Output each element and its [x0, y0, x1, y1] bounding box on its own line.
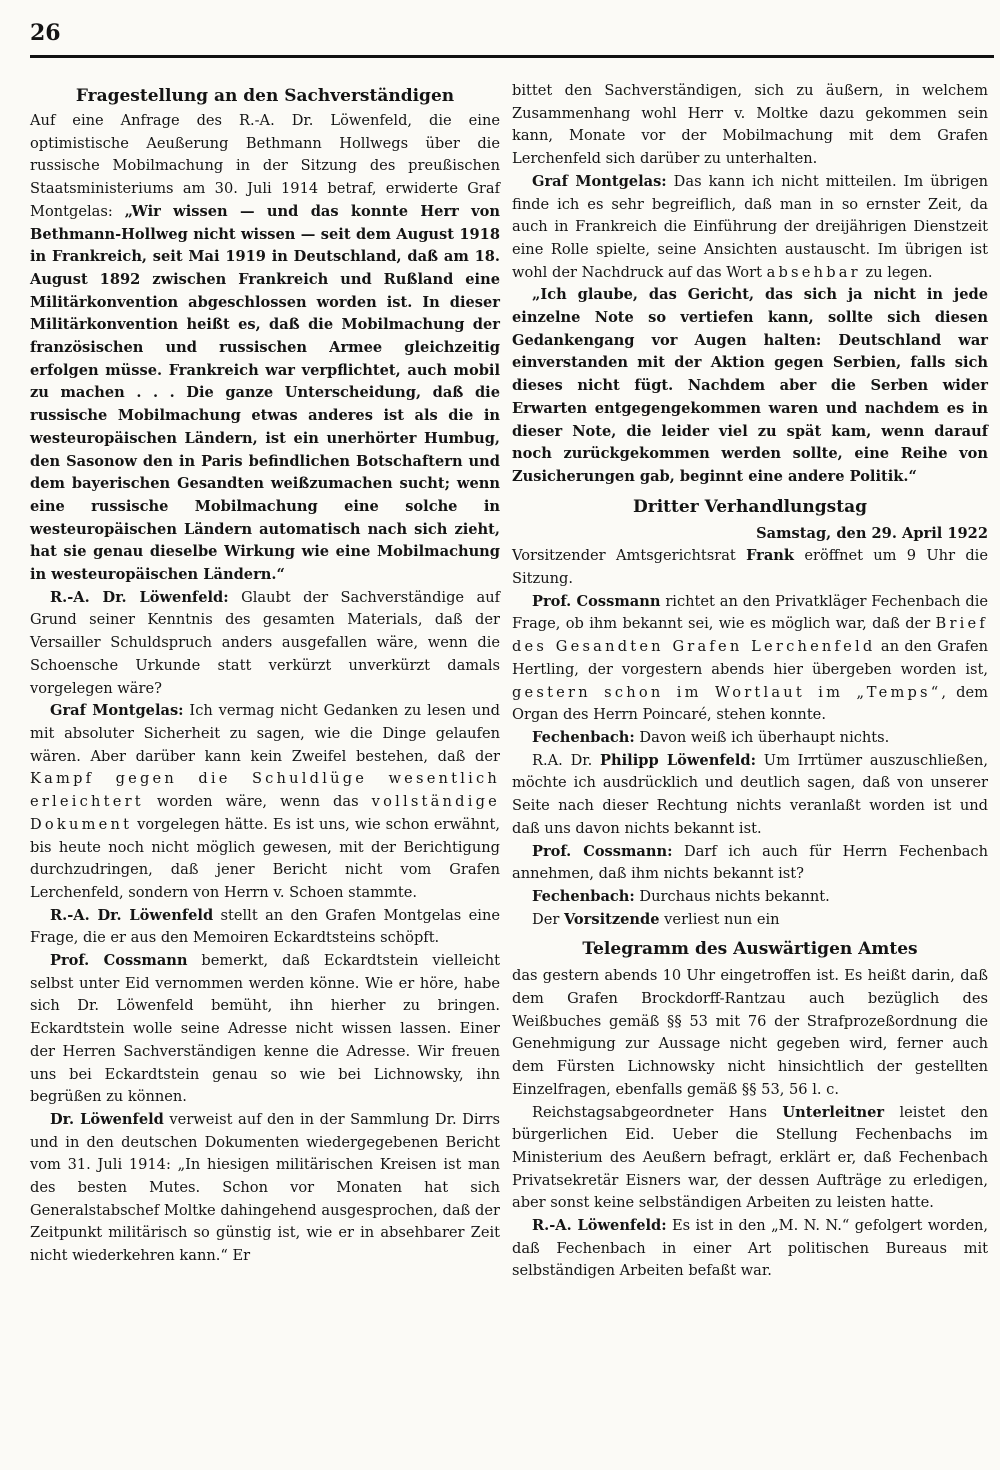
spaced-emphasis: Kampf gegen die Schuldlüge wesentlich erleichtert [30, 770, 500, 811]
speaker-name: Fechenbach: [532, 887, 635, 905]
paragraph-cossmann-frage [512, 591, 988, 727]
paragraph-text: Darf ich auch für Herrn Fechenbach annehmen, daß ihm nichts bekannt ist? [512, 842, 989, 883]
paragraph-text: Um Irrtümer auszuschließen, möchte ich ausdrücklich und deutlich sagen, daß von unserer Seite nach dieser Rechtung nichts veranlaßt worden ist und daß uns davon nichts bekannt ist. [512, 751, 989, 837]
speaker-name: Fechenbach: [532, 728, 635, 746]
spaced-emphasis: absehbar [766, 263, 861, 281]
spaced-emphasis: Brief des Gesandten Grafen Lerchenfeld [512, 615, 988, 656]
paragraph-text: worden wäre, wenn das [143, 793, 372, 811]
paragraph-unterleitner [512, 1102, 988, 1216]
speaker-name: R.-A. Löwenfeld: [532, 1217, 667, 1235]
paragraph-loewenfeld-mnn [512, 1215, 988, 1283]
page-number: 26 [30, 20, 61, 46]
speaker-name: Graf Montgelas: [532, 172, 667, 190]
paragraph-text: zu legen. [860, 263, 933, 281]
speaker-name: Graf Montgelas: [50, 702, 184, 720]
paragraph-text: eröffnet um 9 Uhr die Sitzung. [512, 547, 988, 588]
paragraph-text: Der [532, 910, 564, 928]
paragraph-continuation: bittet den Sachverständigen, sich zu äußern, in welchem Zusammenhang wohl Herr v. Moltke dazu gekommen sein kann, Monate vor der Mobilmachung mit dem Grafen Lerchenfeld sich darüber zu unterhalten. [512, 82, 988, 168]
paragraph-text: Das kann ich nicht mitteilen. Im übrigen finde ich es sehr begreiflich, daß man in so ernster Zeit, da auch in Frankreich die Einführung der dreijährigen Dienstzeit eine Rolle spielte, seine Ansichten austauscht. Im übrigen ist wohl der Nachdruck auf das Wort [512, 172, 988, 281]
paragraph-text: Davon weiß ich überhaupt nichts. [634, 728, 890, 746]
paragraph-text: verweist auf den in der Sammlung Dr. Dirrs und in den deutschen Dokumenten wiedergegebenen Bericht vom 31. Juli 1914: „In hiesigen militärischen Kreisen ist man des besten Mutes. Schon vor Monaten hat sich Generalstabschef Moltke dahingehend ausgesprochen, daß der Zeitpunkt militärisch so günstig ist, wie er in absehbarer Zeit nicht wiederkehren kann.“ Er [30, 1110, 500, 1265]
paragraph-text: Es ist in den „M. N. N.“ gefolgert worden, daß Fechenbach in einer Art politischen Bureaus mit selbständigen Arbeiten befaßt war. [512, 1217, 988, 1280]
paragraph-telegramm: das gestern abends 10 Uhr eingetroffen ist. Es heißt darin, daß dem Grafen Brockdorff-Rantzau auch bezüglich des Weißbuches gemäß §§ 53 mit 76 der Strafprozeßordnung die Genehmigung zur Aussage nicht gegeben wird, ferner auch dem Fürsten Lichnowsky nicht hinsichtlich der gestellten Einzelfragen, ebenfalls gemäß §§ 53, 56 l. c. [512, 967, 988, 1098]
paragraph-text: Durchaus nichts bekannt. [634, 887, 830, 905]
paragraph-fechenbach-1 [512, 727, 988, 750]
paragraph-montgelas-answer [30, 700, 500, 904]
paragraph-text: R.A. Dr. [532, 751, 601, 769]
paragraph-text: verliest nun ein [659, 910, 780, 928]
speaker-name: R.-A. Dr. Löwenfeld: [50, 588, 229, 606]
paragraph-text: , dem Organ des Herrn Poincaré, stehen konnte. [512, 683, 988, 724]
section-heading-telegramm: Telegramm des Auswärtigen Amtes [582, 939, 918, 960]
paragraph-fechenbach-2 [512, 886, 988, 909]
paragraph-anfrage [30, 110, 500, 587]
paragraph-text: Ich vermag nicht Gedanken zu lesen und mit absoluter Sicherheit zu sagen, wie die Dinge gelaufen wären. Aber darüber kann kein Zweifel bestehen, daß der [30, 702, 500, 765]
paragraph-text: richtet an den Privatkläger Fechenbach die Frage, ob ihm bekannt sei, wie es möglich war, daß der [512, 592, 988, 633]
speaker-name: Prof. Cossmann [532, 592, 661, 610]
section-heading-fragestellung: Fragestellung an den Sachverständigen [75, 86, 455, 106]
speaker-name: Prof. Cossmann: [532, 842, 673, 860]
spaced-emphasis: gestern schon im Wortlaut im „Temps“ [512, 683, 942, 701]
name-emphasis: Unterleitner [782, 1103, 885, 1121]
paragraph-montgelas-reply [512, 171, 988, 285]
spaced-emphasis: vollständige Dokument [30, 793, 500, 833]
paragraph-text: Auf eine Anfrage des R.-A. Dr. Löwenfeld, die eine optimistische Aeußerung Bethmann Hollwegs über die russische Mobilmachung in der Sitzung des preußischen Staatsministeriums am 30. Juli 1914 betraf, erwiderte Graf Montgelas: [30, 112, 500, 220]
dateline: Samstag, den 29. April 1922 [756, 524, 988, 542]
speaker-name: Dr. Löwenfeld [50, 1110, 164, 1128]
paragraph-vorsitzende [512, 909, 988, 932]
paragraph-cossmann-2 [512, 841, 988, 886]
paragraph-text: leistet den bürgerlichen Eid. Ueber die Stellung Fechenbachs im Ministerium des Aeußern befragt, erklärt er, daß Fechenbach Privatsekretär Eisners war, der dessen Aufträge zu erledigen, aber sonst keine selbständigen Arbeiten zu leisten hatte. [512, 1103, 989, 1212]
speaker-name: R.-A. Dr. Löwenfeld [50, 906, 214, 924]
section-heading-verhandlungstag: Dritter Verhandlungstag [633, 496, 867, 517]
speaker-name: Philipp Löwenfeld: [600, 751, 757, 769]
right-column [512, 80, 988, 1283]
left-column [30, 84, 500, 1268]
paragraph-text: bemerkt, daß Eckardtstein vielleicht selbst unter Eid vernommen werden könne. Wie er höre, habe sich Dr. Löwenfeld bemüht, ihn hierher zu bringen. Eckardtstein wolle seine Adresse nicht wissen lassen. Einer der Herren Sachverständigen kenne die Adresse. Wir freuen uns bei Eckardtstein genau so wie bei Lichnowsky, ihn begrüßen zu können. [30, 952, 500, 1106]
name-emphasis: Vorsitzende [563, 910, 660, 928]
paragraph-philipp-loewenfeld [512, 750, 988, 841]
montgelas-quote: „Wir wissen — und das konnte Herr von Bethmann-Hollweg nicht wissen — seit dem August 1918 in Frankreich, seit Mai 1919 in Deutschland, daß am 18. August 1892 zwischen Frankreich und Rußland eine Militärkonvention abgeschlossen worden ist. In dieser Militärkonvention heißt es, daß die Mobilmachung der französischen und russischen Armee gleichzeitig erfolgen müsse. Frankreich war verpflichtet, auch mobil zu machen . . . Die ganze Unterscheidung, daß die russische Mobilmachung etwas anderes ist als die in westeuropäischen Ländern, ist ein unerhörter Humbug, den Sasonow den in Paris befindlichen Botschaftern und dem bayerischen Gesandten weißzumachen sucht; wenn eine russische Mobilmachung eine solche in westeuropäischen Ländern automatisch nach sich zieht, hat sie genau dieselbe Wirkung wie eine Mobilmachung in westeuropäischen Ländern.“ [30, 202, 501, 584]
paragraph-loewenfeld-question [30, 587, 500, 701]
speaker-name: Prof. Cossmann [50, 952, 188, 970]
paragraph-text: Glaubt der Sachverständige auf Grund seiner Kenntnis des gesamten Materials, daß der Versailler Schuldspruch anders ausgefallen wäre, wenn die Schoensche Urkunde statt verkürzt unverkürzt damals vorgelegen wäre? [30, 588, 500, 697]
paragraph-cossmann-eckardtstein [30, 950, 500, 1109]
paragraph-text: stellt an den Grafen Montgelas eine Frage, die er aus den Memoiren Eckardtsteins schöpft. [30, 906, 500, 947]
paragraph-loewenfeld-bericht [30, 1109, 500, 1268]
header-rule [30, 55, 994, 58]
paragraph-text: Reichstagsabgeordneter Hans [532, 1103, 783, 1121]
paragraph-eroeffnung [512, 545, 988, 590]
paragraph-text: an den Grafen Hertling, der vorgestern abends hier übergeben worden ist, [512, 638, 989, 678]
name-emphasis: Frank [746, 547, 795, 565]
paragraph-text: Vorsitzender Amtsgerichtsrat [512, 547, 747, 565]
paragraph-text: vorgelegen hätte. Es ist uns, wie schon erwähnt, bis heute noch nicht möglich gewesen, mit der Berichtigung durchzudringen, daß jener Bericht nicht vom Grafen Lerchenfeld, sondern von Herrn v. Schoen stammte. [30, 815, 500, 901]
paragraph-bold-quote: „Ich glaube, das Gericht, das sich ja nicht in jede einzelne Note so vertiefen kann, sollte sich diesen Gedankengang vor Augen halten: Deutschland war einverstanden mit der Aktion gegen Serbien, falls sich dieses nicht fügt. Nachdem aber die Serben wider Erwarten entgegengekommen waren und nachdem es in dieser Note, die leider viel zu spät kam, wenn darauf noch zurückgekommen werden sollte, eine Reihe von Zusicherungen gab, beginnt eine andere Politik.“ [512, 286, 988, 485]
paragraph-loewenfeld-memoiren [30, 905, 500, 950]
